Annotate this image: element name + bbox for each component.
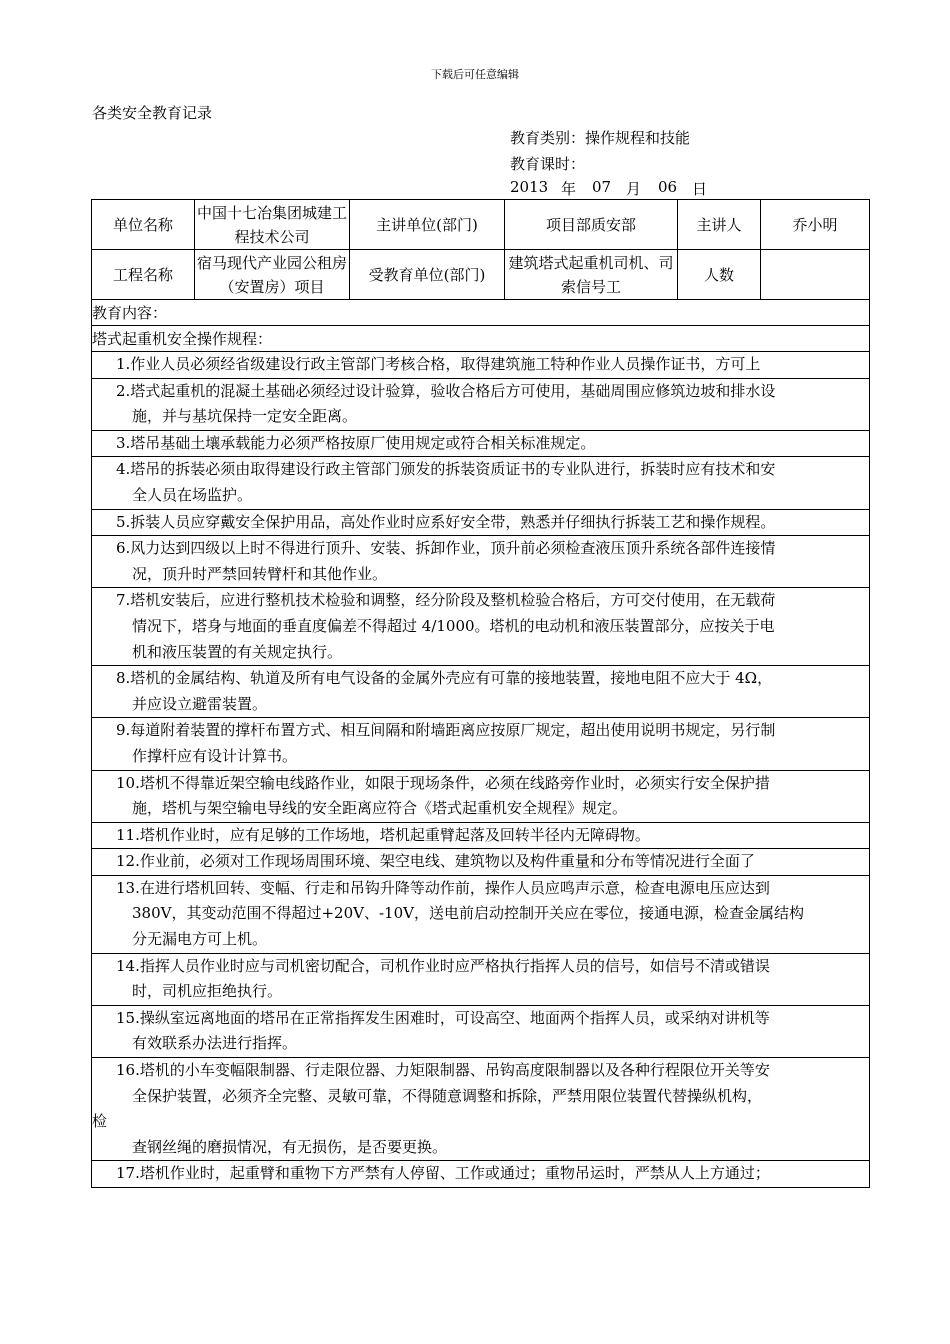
rule-line-first: 1.作业人员必须经省级建设行政主管部门考核合格，取得建筑施工特种作业人员操作证书，方可上 [116,355,761,373]
date-day-unit: 日 [692,180,708,198]
rule-row [92,588,870,666]
rule-item [92,1005,870,1057]
rule-line-continued: 查钢丝绳的磨损情况，有无损伤，是否要更换。 [132,1137,448,1156]
rule-row [92,666,870,718]
rule-line-first: 3.塔吊基础土壤承载能力必须严格按原厂使用规定或符合相关标准规定。 [116,433,596,452]
education-hours: 教育课时： [510,155,586,173]
rule-line-continued: 380V，其变动范围不得超过+20V、-10V，送电前启动控制开关应在零位，接通电源，检查金属结构 [132,904,804,923]
rule-line-continued: 有效联系办法进行指挥。 [132,1034,298,1053]
rule-line-first: 17.塔机作业时，起重臂和重物下方严禁有人停留、工作或通过；重物吊运时，严禁从人上方通过； [116,1164,770,1183]
project-name-label: 工程名称 [92,250,195,300]
document-title: 各类安全教育记录 [92,104,213,122]
rule-item [92,875,870,953]
header-note: 下载后可任意编辑 [431,68,519,81]
rule-row [92,849,870,876]
rule-line-continued: 机和液压装置的有关规定执行。 [132,642,343,661]
lecturer-value: 乔小明 [761,200,870,250]
rule-item [92,666,870,718]
rule-row [92,378,870,430]
rule-row [92,770,870,822]
rule-item [92,352,870,379]
date-month-unit: 月 [626,180,642,198]
rule-item [92,509,870,536]
rule-row [92,1058,870,1161]
rule-line-first: 6.风力达到四级以上时不得进行顶升、安装、拆卸作业，顶升前必须检查液压顶升系统各部件连接情 [116,539,776,558]
rule-line-first: 15.操纵室远离地面的塔吊在正常指挥发生困难时，可设高空、地面两个指挥人员，或采纳对讲机等 [116,1008,770,1027]
rule-item [92,1058,870,1161]
rule-line-continued: 分无漏电方可上机。 [132,930,268,949]
date-year-unit: 年 [561,180,577,198]
headcount-value [761,250,870,300]
rule-line-continued: 检 [92,1112,108,1131]
rule-line-first: 9.每道附着装置的撑杆布置方式、相互间隔和附墙距离应按原厂规定，超出使用说明书规定，另行制 [116,721,776,740]
rule-item [92,457,870,509]
date-year: 2013 [510,178,549,196]
rule-item [92,430,870,457]
rule-item [92,536,870,588]
lecturer-unit-value: 项目部质安部 [505,200,678,250]
rule-row [92,430,870,457]
rule-row [92,822,870,849]
unit-name-label: 单位名称 [92,200,195,250]
rule-line-first: 14.指挥人员作业时应与司机密切配合，司机作业时应严格执行指挥人员的信号，如信号不清或错误 [116,956,770,975]
education-record-table [91,199,870,1188]
rule-line-first: 12.作业前，必须对工作现场周围环境、架空电线、建筑物以及构件重量和分布等情况进行全面了 [116,852,755,871]
rule-row [92,875,870,953]
rule-line-first: 16.塔机的小车变幅限制器、行走限位器、力矩限制器、吊钩高度限制器以及各种行程限位开关等安 [116,1061,770,1080]
rule-item [92,770,870,822]
rule-row [92,1161,870,1188]
rule-row [92,352,870,379]
rule-item [92,822,870,849]
rule-line-first: 8.塔机的金属结构、轨道及所有电气设备的金属外壳应有可靠的接地装置，接地电阻不应大于 4Ω， [116,669,773,688]
rule-row [92,457,870,509]
project-name-value: 宿马现代产业园公租房（安置房）项目 [195,250,350,300]
rule-item [92,953,870,1005]
lecturer-label: 主讲人 [678,200,761,250]
date-day: 06 [658,178,678,196]
section-title: 塔式起重机安全操作规程： [92,326,870,352]
rule-line-continued: 作撑杆应有设计计算书。 [132,746,298,765]
date-month: 07 [592,178,612,196]
rule-row [92,718,870,770]
rule-item [92,378,870,430]
rule-item [92,588,870,666]
rule-line-continued: 情况下，塔身与地面的垂直度偏差不得超过 4/1000。塔机的电动机和液压装置部分，应按关于电 [132,616,775,635]
rule-row [92,536,870,588]
rule-item [92,718,870,770]
rule-line-continued: 况，顶升时严禁回转臂杆和其他作业。 [132,564,388,583]
rule-line-continued: 施，并与基坑保持一定安全距离。 [132,407,358,426]
lecturer-unit-label: 主讲单位(部门) [350,200,505,250]
education-category: 教育类别：操作规程和技能 [510,129,691,147]
rule-line-continued: 并应设立避雷装置。 [132,694,268,713]
rule-line-continued: 全保护装置，必须齐全完整、灵敏可靠，不得随意调整和拆除，严禁用限位装置代替操纵机构， [132,1086,763,1105]
rule-line-first: 11.塔机作业时，应有足够的工作场地，塔机起重臂起落及回转半径内无障碍物。 [116,825,650,844]
rule-row [92,509,870,536]
trainee-unit-label: 受教育单位(部门) [350,250,505,300]
rule-item [92,1161,870,1188]
trainee-unit-value: 建筑塔式起重机司机、司索信号工 [505,250,678,300]
rule-row [92,953,870,1005]
unit-name-value: 中国十七冶集团城建工程技术公司 [195,200,350,250]
rule-line-continued: 时，司机应拒绝执行。 [132,982,283,1001]
rule-item [92,849,870,876]
rule-line-first: 7.塔机安装后，应进行整机技术检验和调整，经分阶段及整机检验合格后，方可交付使用，在无载荷 [116,591,776,610]
rule-line-first: 10.塔机不得靠近架空输电线路作业，如限于现场条件，必须在线路旁作业时，必须实行安全保护措 [116,773,770,792]
headcount-label: 人数 [678,250,761,300]
rule-line-continued: 全人员在场监护。 [132,485,253,504]
rule-row [92,1005,870,1057]
rule-line-continued: 施，塔机与架空输电导线的安全距离应符合《塔式起重机安全规程》规定。 [132,799,628,818]
rule-line-first: 4.塔吊的拆装必须由取得建设行政主管部门颁发的拆装资质证书的专业队进行，拆装时应有技术和安 [116,460,776,479]
rule-line-first: 13.在进行塔机回转、变幅、行走和吊钩升降等动作前，操作人员应鸣声示意，检查电源电压应达到 [116,878,770,897]
rule-line-first: 5.拆装人员应穿戴安全保护用品，高处作业时应系好安全带，熟悉并仔细执行拆装工艺和操作规程。 [116,512,776,531]
content-label: 教育内容： [92,300,870,326]
rule-line-first: 2.塔式起重机的混凝土基础必须经过设计验算，验收合格后方可使用，基础周围应修筑边坡和排水设 [116,381,776,400]
